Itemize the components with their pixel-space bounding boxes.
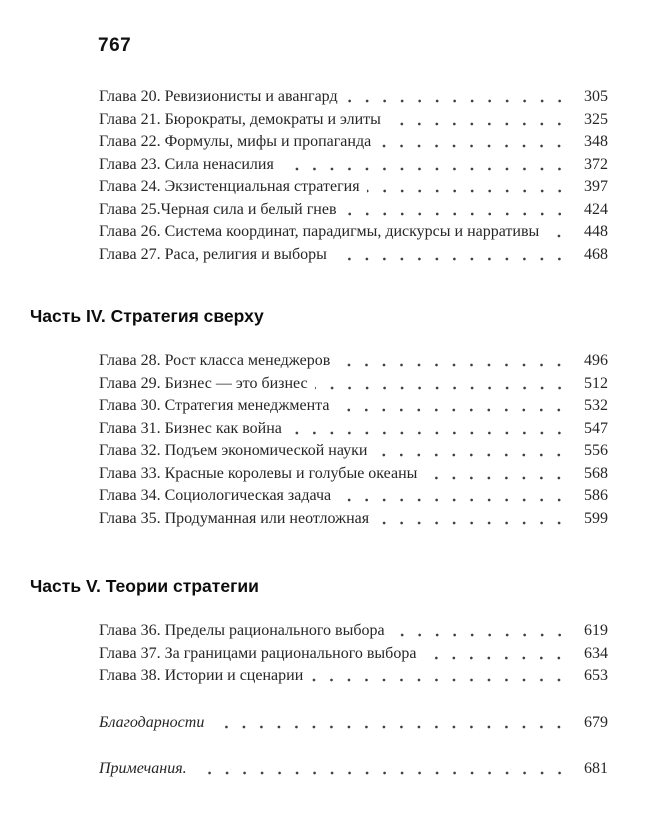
dot-leader <box>374 440 569 463</box>
dot-leader <box>378 131 569 154</box>
toc-entry-title: Глава 26. Система координат, парадигмы, дискурсы и нарративы <box>99 223 540 240</box>
dot-leader <box>388 109 569 132</box>
dot-leader <box>376 508 569 531</box>
toc-entry-page: 348 <box>584 133 608 150</box>
toc-entry-title: Глава 20. Ревизионисты и авангард <box>99 88 338 105</box>
dot-leader <box>334 244 569 267</box>
toc-row <box>99 199 608 222</box>
toc-entry-page: 496 <box>584 352 608 369</box>
toc-entry-title: Глава 29. Бизнес — это бизнес <box>99 374 308 392</box>
toc-row <box>99 463 608 486</box>
toc-row <box>99 758 608 781</box>
toc-entry-page: 397 <box>584 178 608 195</box>
toc-section <box>30 86 608 266</box>
toc-row <box>99 712 608 735</box>
page-number: 767 <box>98 35 132 56</box>
toc-row <box>99 665 608 688</box>
dot-leader <box>392 620 569 643</box>
toc-row <box>99 154 608 177</box>
toc-entry-title: Глава 25.Черная сила и белый гнев <box>99 200 337 218</box>
toc-entry-title: Глава 21. Бюрократы, демократы и элиты <box>99 110 381 128</box>
toc-entry-page: 679 <box>584 713 608 731</box>
toc-row <box>99 350 608 373</box>
toc-entry-title: Глава 38. Истории и сценарии <box>99 667 304 684</box>
dot-leader <box>310 665 569 688</box>
toc-entry-page: 568 <box>584 464 608 482</box>
toc-row <box>99 373 608 396</box>
dot-leader <box>281 154 569 177</box>
toc-entry-page: 468 <box>584 245 608 263</box>
toc-entry-title: Глава 34. Социологическая задача <box>99 487 332 504</box>
toc-entry-title: Глава 24. Экзистенциальная стратегия <box>99 178 360 195</box>
toc-section <box>30 712 608 781</box>
toc-entry-page: 634 <box>584 644 608 662</box>
toc-row <box>99 244 608 267</box>
dot-leader <box>211 712 569 735</box>
dot-leader <box>345 86 569 109</box>
toc-row <box>99 395 608 418</box>
part-heading: Часть IV. Стратегия сверху <box>30 306 264 326</box>
toc-entry-page: 532 <box>584 397 608 414</box>
toc-entry-page: 448 <box>584 223 608 240</box>
toc-entry-page: 619 <box>584 622 608 639</box>
toc-entry-title: Глава 36. Пределы рационального выбора <box>99 622 385 639</box>
dot-leader <box>289 418 569 441</box>
toc-row <box>99 485 608 508</box>
toc-entry-title: Глава 31. Бизнес как война <box>99 419 282 437</box>
dot-leader <box>338 485 569 508</box>
toc-row <box>99 643 608 666</box>
dot-leader <box>315 373 569 396</box>
toc-row <box>99 620 608 643</box>
toc-row <box>99 221 608 244</box>
toc-row <box>99 109 608 132</box>
toc-entry-title: Глава 33. Красные королевы и голубые океаны <box>99 464 418 482</box>
toc-row <box>99 418 608 441</box>
toc-entry-title: Глава 35. Продуманная или неотложная <box>99 509 370 527</box>
toc-entry-title: Глава 27. Раса, религия и выборы <box>99 245 327 263</box>
toc-entry-title: Глава 22. Формулы, мифы и пропаганда <box>99 133 372 150</box>
toc-section <box>30 576 608 688</box>
part-heading: Часть V. Теории стратегии <box>30 576 259 596</box>
toc-entry-title: Глава 37. За границами рационального выбора <box>99 644 417 662</box>
dot-leader <box>424 463 569 486</box>
toc-entry-title: Глава 32. Подъем экономической науки <box>99 442 368 459</box>
toc-row <box>99 131 608 154</box>
toc-entry-page: 372 <box>584 155 608 173</box>
dot-leader <box>336 395 569 418</box>
toc-entry-page: 305 <box>584 88 608 105</box>
dot-leader <box>423 643 569 666</box>
toc-entry-page: 424 <box>584 200 608 218</box>
toc-entry-title: Глава 23. Сила ненасилия <box>99 155 274 173</box>
dot-leader <box>546 221 569 244</box>
toc-row <box>99 508 608 531</box>
toc-row <box>99 86 608 109</box>
toc <box>30 86 608 781</box>
toc-entry-page: 512 <box>584 374 608 392</box>
toc-entry-page: 681 <box>584 760 608 777</box>
toc-row <box>99 176 608 199</box>
toc-entry-page: 653 <box>584 667 608 684</box>
toc-row <box>99 440 608 463</box>
toc-entry-page: 556 <box>584 442 608 459</box>
toc-entry-title: Благодарности <box>99 713 205 731</box>
dot-leader <box>337 350 569 373</box>
toc-entry-page: 599 <box>584 509 608 527</box>
toc-entry-page: 547 <box>584 419 608 437</box>
dot-leader <box>344 199 569 222</box>
toc-entry-title: Глава 28. Рост класса менеджеров <box>99 352 331 369</box>
toc-entry-page: 586 <box>584 487 608 504</box>
dot-leader <box>194 758 569 781</box>
toc-entry-page: 325 <box>584 110 608 128</box>
toc-entry-title: Примечания. <box>99 760 187 777</box>
toc-entry-title: Глава 30. Стратегия менеджмента <box>99 397 330 414</box>
dot-leader <box>367 176 569 199</box>
toc-section <box>30 306 608 530</box>
